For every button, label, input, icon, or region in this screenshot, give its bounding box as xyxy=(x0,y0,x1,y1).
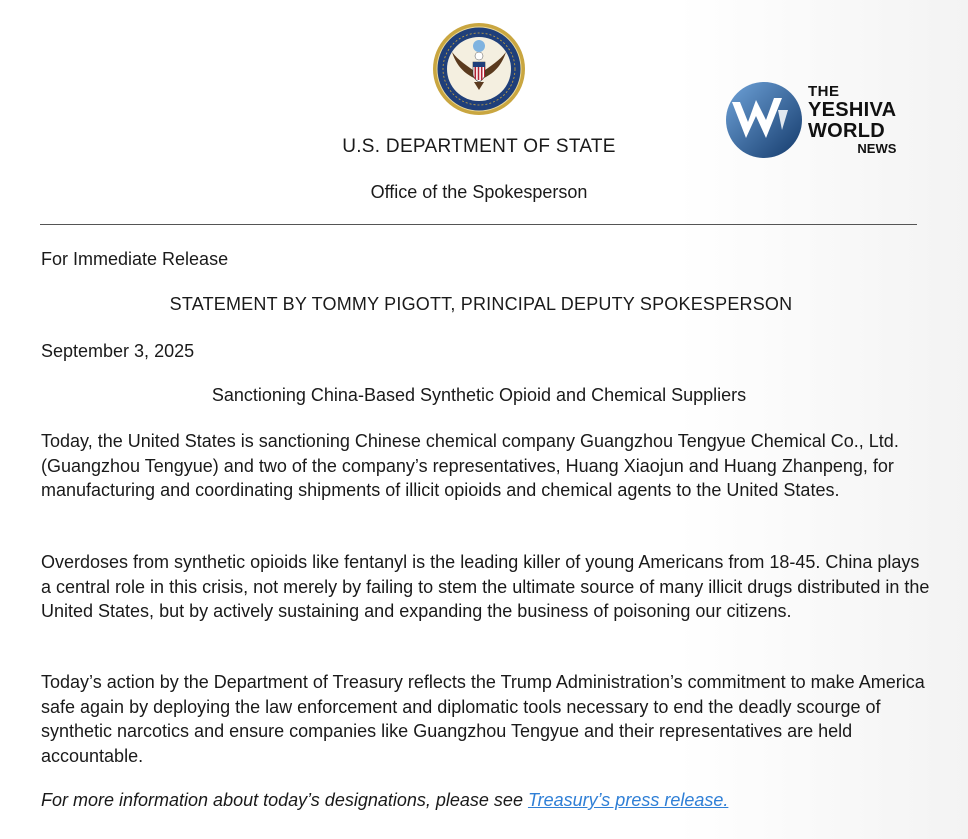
body-paragraph-1: Today, the United States is sanctioning Chinese chemical company Guangzhou Tengyue Chemical Co., Ltd. (Guangzhou Tengyue) and two of the company’s representatives, Huang Xiaojun and Huang Zhanpeng, for manufacturing and coordinating shipments of illicit opioids and chemical agents to the United States. xyxy=(41,431,899,500)
body-paragraph-2: Overdoses from synthetic opioids like fentanyl is the leading killer of young Americans from 18-45. China plays a central role in this crisis, not merely by failing to stem the ultimate source of many illicit drugs distributed in the United States, but by actively sustaining and expanding the business of poisoning our citizens. xyxy=(41,552,930,621)
more-info-line xyxy=(41,790,728,811)
header-divider xyxy=(40,224,917,225)
logo-text-yeshiva: YESHIVA xyxy=(808,99,897,121)
more-info-text: For more information about today’s designations, please see xyxy=(41,790,528,810)
release-label: For Immediate Release xyxy=(41,249,229,269)
release-date: September 3, 2025 xyxy=(41,341,195,361)
department-of-state-seal xyxy=(432,22,526,116)
release-subject: Sanctioning China-Based Synthetic Opioid and Chemical Suppliers xyxy=(211,385,747,405)
logo-text-world: WORLD xyxy=(808,120,886,142)
department-title: U.S. DEPARTMENT OF STATE xyxy=(342,136,616,157)
treasury-press-release-link[interactable]: Treasury’s press release. xyxy=(527,790,729,810)
logo-text-the: THE xyxy=(808,83,840,100)
office-subtitle: Office of the Spokesperson xyxy=(370,182,588,202)
body-paragraph-3: Today’s action by the Department of Treasury reflects the Trump Administration’s commitment to make America safe again by deploying the law enforcement and diplomatic tools necessary to end the deadly scourge of synthetic narcotics and ensure companies like Guangzhou Tengyue and their representatives are held accountable. xyxy=(41,672,925,766)
logo-text-news: NEWS xyxy=(857,141,897,156)
statement-title: STATEMENT BY TOMMY PIGOTT, PRINCIPAL DEPUTY SPOKESPERSON xyxy=(169,294,793,314)
